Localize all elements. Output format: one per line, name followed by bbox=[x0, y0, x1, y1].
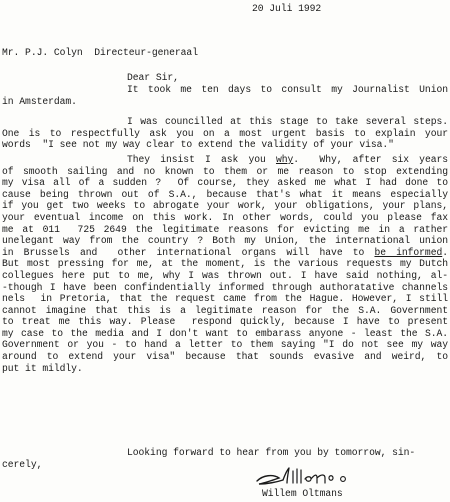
body-text: . bbox=[442, 246, 448, 258]
body-line: Government or you - to hand a letter to them saying "I do not see my way bbox=[2, 339, 448, 351]
body-line: I was councilled at this stage to take several steps. bbox=[127, 116, 448, 128]
body-line: nels in Pretoria, that the request came from the Hague. However, I still bbox=[2, 293, 448, 305]
body-line: It took me ten days to consult my Journalist Union bbox=[127, 84, 448, 95]
body-line: in Amsterdam. bbox=[2, 95, 77, 107]
letter-body bbox=[2, 84, 448, 374]
body-line: if you get two weeks to abrogate your work, your obligations, your plans, bbox=[2, 200, 448, 212]
body-text: . Why, after six years bbox=[293, 153, 448, 165]
body-line: me at 011 725 2649 the legitimate reasons for evicting me in a rather bbox=[2, 223, 448, 235]
body-line: your eventual income on this work. In other words, could you please fax bbox=[2, 211, 448, 223]
closing-line: Looking forward to hear from you by tomorrow, sin- bbox=[127, 447, 416, 458]
addressee-line: Mr. P.J. Colyn Directeur-generaal bbox=[2, 47, 198, 58]
closing-line-cont: cerely, bbox=[2, 459, 43, 470]
body-line: of smooth sailing and no known to them or me reason to stop extending bbox=[2, 165, 448, 177]
underlined-word: why bbox=[275, 153, 294, 165]
body-line: put it mildly. bbox=[2, 362, 83, 374]
body-line: my case to the media and I don't want to embarass anyone - least the S.A. bbox=[2, 327, 448, 339]
body-line: -though I have been confindentially informed through authoratative channels bbox=[2, 281, 448, 293]
body-line: words "I see not my way clear to extend the validity of your visa." bbox=[2, 139, 394, 151]
body-line: cannot imagine that this is a legitimate reason for the S.A. Government bbox=[2, 304, 448, 316]
body-line: around to extend your visa" because that sounds evasive and weird, to bbox=[2, 351, 448, 363]
body-line: unelegant way from the country ? Both my Union, the international union bbox=[2, 235, 448, 247]
body-line: One is to respectfully ask you on a most urgent basis to explain your bbox=[2, 127, 448, 139]
body-line: my visa all of a sudden ? Of course, they asked me what I had done to bbox=[2, 177, 448, 189]
signature-scribble bbox=[253, 466, 348, 488]
body-line bbox=[2, 154, 448, 166]
signer-name: Willem Oltmans bbox=[262, 488, 343, 499]
body-line bbox=[2, 247, 448, 259]
body-text: in Brussels and other international organs will have to bbox=[2, 246, 375, 258]
body-line: collegues here put to me, why I was thrown out. I have said nothing, al- bbox=[2, 269, 448, 281]
body-line: But most pressing for me, at the moment, is the various requests my Dutch bbox=[2, 258, 448, 270]
handwritten-signature bbox=[253, 466, 348, 488]
body-line: to treat me this way. Please respond quickly, because I have to present bbox=[2, 316, 448, 328]
letter-date: 20 Juli 1992 bbox=[252, 3, 322, 14]
body-line: cause being thrown out of S.A., because that's what it means especially bbox=[2, 188, 448, 200]
underlined-phrase: be informed bbox=[374, 246, 443, 258]
salutation: Dear Sir, bbox=[127, 72, 179, 83]
body-text: They insist I ask you bbox=[127, 153, 276, 165]
